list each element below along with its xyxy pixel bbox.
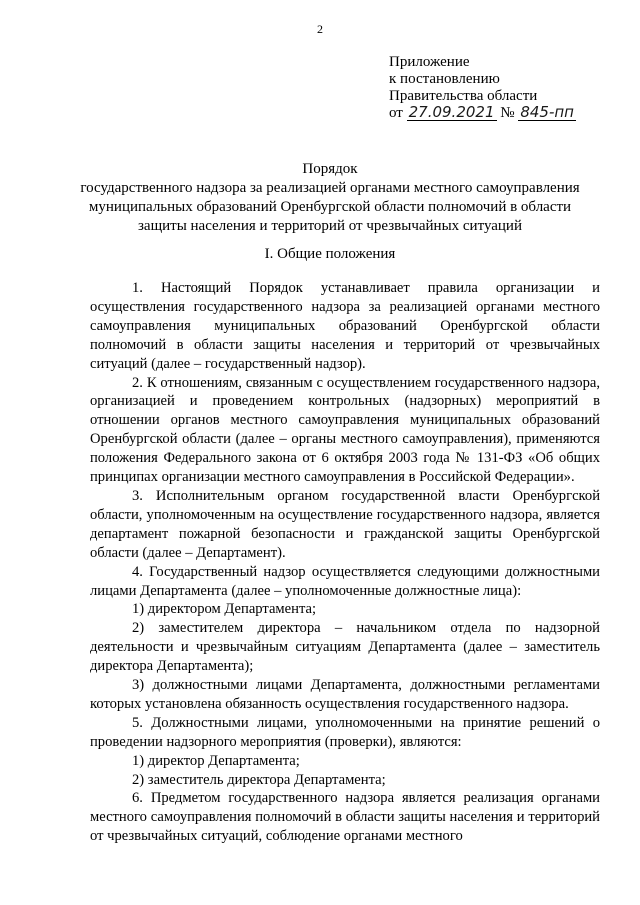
appendix-line: Правительства области	[389, 88, 538, 104]
list-item: 1) директором Департамента;	[132, 601, 317, 618]
appendix-block	[389, 54, 576, 122]
appendix-line: Приложение	[389, 54, 470, 70]
list-item: 2) заместитель директора Департамента;	[132, 771, 386, 788]
paragraph: 2. К отношениям, связанным с осуществлением государственного надзора, организацией и проведением контрольных (надзорных) мероприятий в отношении органов местного самоуправления муниципальных образований Оренбургской области (далее – органы местного самоуправления), применяются положения Федерального закона от 6 октября 2003 года № 131-ФЗ «Об общих принципах организации местного самоуправления в Российской Федерации».	[90, 374, 600, 486]
paragraph: 6. Предметом государственного надзора является реализация органами местного самоуправления полномочий в области защиты населения и территорий от чрезвычайных ситуаций, соблюдение органами местного	[90, 790, 600, 845]
number-label: №	[500, 105, 515, 121]
list-item: 2) заместителем директора – начальником отдела по надзорной деятельности и чрезвычайным ситуациям Департамента (далее – заместитель директора Департамента);	[90, 620, 600, 675]
handwritten-date: 27.09.2021	[408, 103, 495, 121]
paragraph: 3. Исполнительным органом государственной власти Оренбургской области, уполномоченным на осуществление государственного надзора, является департамент пожарной безопасности и гражданской защиты Оренбургской области (далее – Департамент).	[90, 487, 600, 561]
title-line: государственного надзора за реализацией органами местного самоуправления	[80, 180, 580, 196]
title-line: защиты населения и территорий от чрезвычайных ситуаций	[137, 218, 522, 234]
paragraph: 5. Должностными лицами, уполномоченными на принятие решений о проведении надзорного мероприятия (проверки), являются:	[90, 714, 600, 750]
appendix-date-line	[389, 105, 576, 122]
paragraph: 4. Государственный надзор осуществляется следующими должностными лицами Департамента (далее – уполномоченные должностные лица):	[90, 563, 600, 599]
section-heading: I. Общие положения	[264, 246, 396, 262]
list-item: 1) директор Департамента;	[132, 752, 300, 769]
document-title	[60, 160, 600, 236]
from-label: от	[389, 105, 403, 121]
handwritten-number: 845-пп	[520, 103, 574, 121]
title-line: муниципальных образований Оренбургской области полномочий в области	[88, 199, 572, 215]
list-item: 3) должностными лицами Департамента, должностными регламентами которых установлена обязанность осуществления государственного надзора.	[90, 677, 600, 712]
page-number: 2	[317, 22, 323, 36]
paragraph: 1. Настоящий Порядок устанавливает правила организации и осуществления государственного надзора за реализацией органами местного самоуправления муниципальных образований Оренбургской области полномочий в области защиты населения и территорий от чрезвычайных ситуаций (далее – государственный надзор).	[90, 280, 600, 372]
appendix-line: к постановлению	[389, 71, 500, 87]
title-line: Порядок	[302, 161, 358, 177]
document-body	[90, 279, 600, 846]
